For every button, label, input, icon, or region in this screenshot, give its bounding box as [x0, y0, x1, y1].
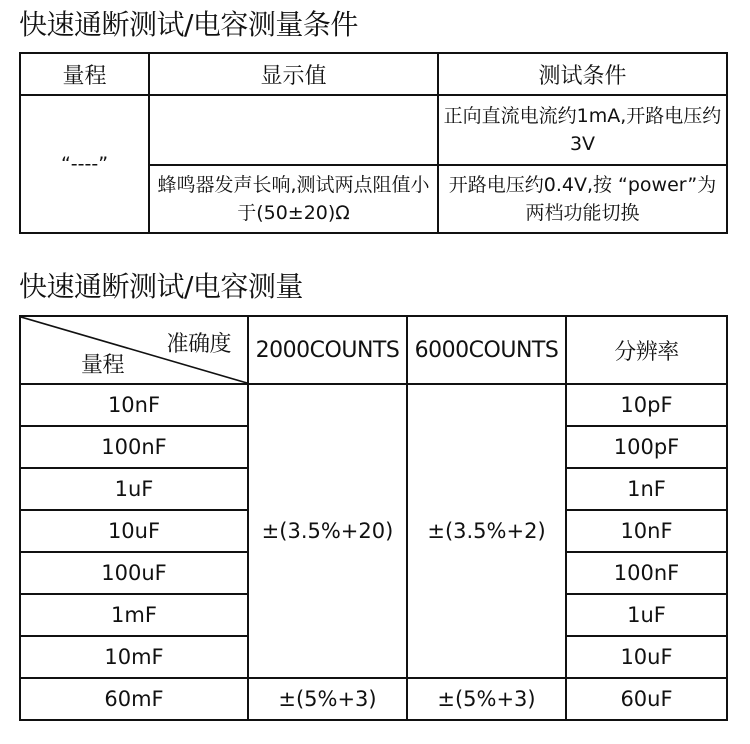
resolution-cell: 10nF	[566, 510, 727, 552]
header-accuracy: 准确度	[166, 332, 231, 357]
table-row	[20, 95, 727, 165]
resolution-cell: 60uF	[566, 678, 727, 720]
section-title-conditions: 快速通断测试/电容测量条件	[19, 8, 358, 41]
table-header-row	[20, 53, 727, 95]
test-condition-cell: 正向直流电流约1mA,开路电压约3V	[438, 95, 727, 165]
range-cell: 10mF	[20, 636, 248, 678]
range-cell: 1mF	[20, 594, 248, 636]
resolution-cell: 100nF	[566, 552, 727, 594]
resolution-cell: 1uF	[566, 594, 727, 636]
range-cell: 1uF	[20, 468, 248, 510]
resolution-cell: 1nF	[566, 468, 727, 510]
header-6000-counts: 6000COUNTS	[407, 316, 566, 384]
range-cell: 10nF	[20, 384, 248, 426]
display-value-cell	[149, 95, 438, 165]
display-value-cell: 蜂鸣器发声长响,测试两点阻值小于(50±20)Ω	[149, 165, 438, 233]
range-cell: “----”	[20, 95, 149, 233]
section-title-capacitance: 快速通断测试/电容测量	[19, 270, 303, 303]
conditions-table	[19, 52, 728, 234]
range-cell: 10uF	[20, 510, 248, 552]
capacitance-table	[19, 315, 728, 721]
accuracy-6000-cell: ±(5%+3)	[407, 678, 566, 720]
accuracy-2000-cell: ±(3.5%+20)	[248, 384, 407, 678]
header-range: 量程	[81, 353, 125, 378]
test-condition-cell: 开路电压约0.4V,按 “power”为两档功能切换	[438, 165, 727, 233]
header-resolution: 分辨率	[566, 316, 727, 384]
resolution-cell: 100pF	[566, 426, 727, 468]
accuracy-6000-cell: ±(3.5%+2)	[407, 384, 566, 678]
range-cell: 100uF	[20, 552, 248, 594]
header-test-condition: 测试条件	[438, 53, 727, 95]
range-cell: 100nF	[20, 426, 248, 468]
diagonal-header-cell	[20, 316, 248, 384]
table-header-row	[20, 316, 727, 384]
resolution-cell: 10uF	[566, 636, 727, 678]
header-2000-counts: 2000COUNTS	[248, 316, 407, 384]
range-cell: 60mF	[20, 678, 248, 720]
table-row	[20, 678, 727, 720]
header-range: 量程	[20, 53, 149, 95]
resolution-cell: 10pF	[566, 384, 727, 426]
table-row	[20, 384, 727, 426]
header-display-value: 显示值	[149, 53, 438, 95]
accuracy-2000-cell: ±(5%+3)	[248, 678, 407, 720]
